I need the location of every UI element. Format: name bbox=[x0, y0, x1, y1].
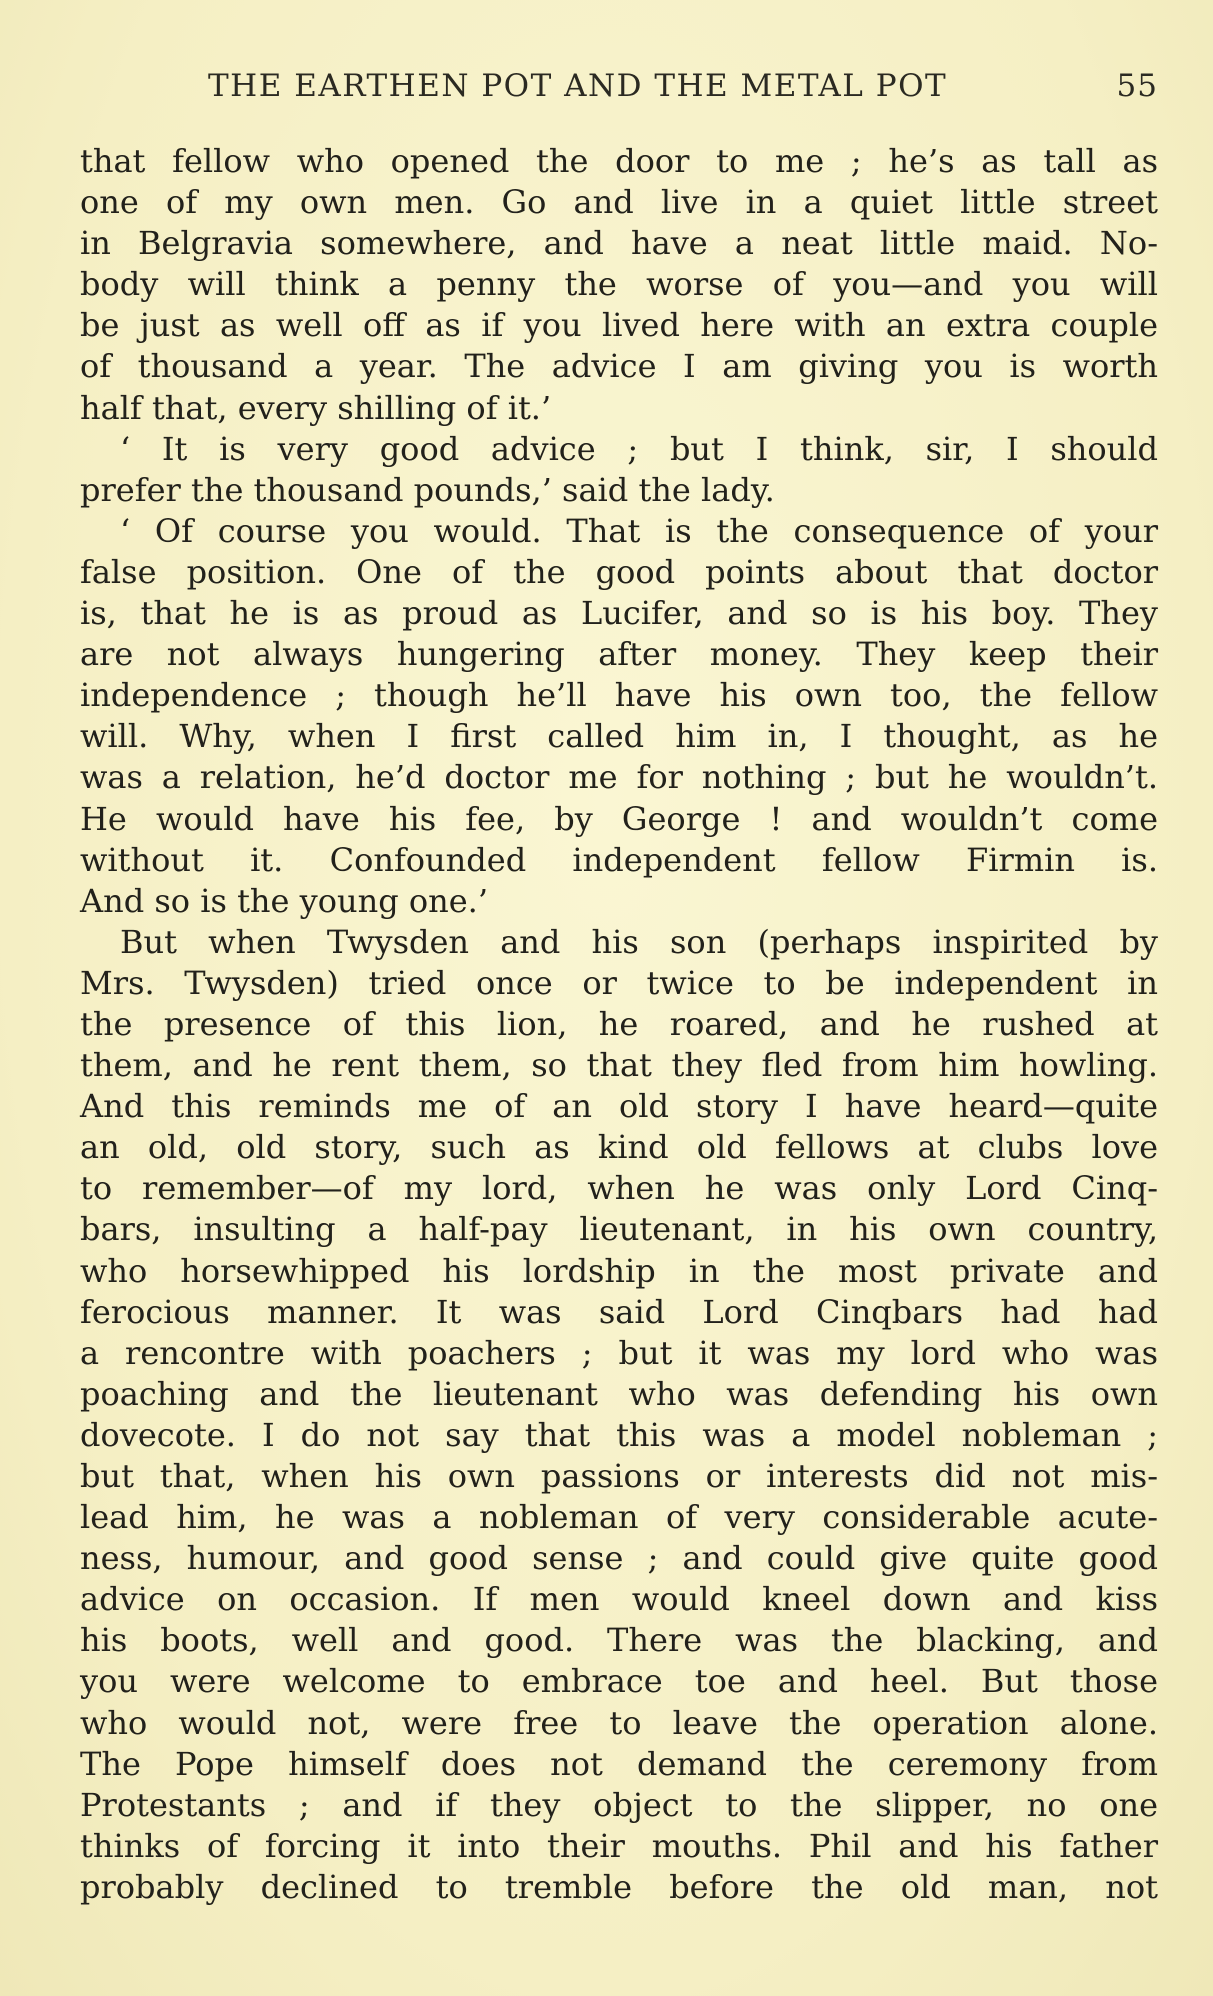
text-line: independence ; though he’ll have his own too, the fellow bbox=[80, 676, 1158, 715]
running-head-title: THE EARTHEN POT AND THE METAL POT bbox=[208, 68, 948, 104]
text-line: them, and he rent them, so that they fled from him howling. bbox=[80, 1046, 1158, 1085]
text-line: but that, when his own passions or interests did not mis- bbox=[80, 1457, 1158, 1495]
text-line: dovecote. I do not say that this was a model nobleman ; bbox=[80, 1415, 1158, 1454]
text-line: of thousand a year. The advice I am giving you is worth bbox=[80, 347, 1158, 386]
text-line: Protestants ; and if they object to the slipper, no one bbox=[80, 1785, 1158, 1824]
paragraph bbox=[80, 511, 1158, 922]
text-line: probably declined to tremble before the old man, not bbox=[80, 1867, 1158, 1906]
text-line: who horsewhipped his lordship in the most private and bbox=[80, 1251, 1158, 1290]
text-line: half that, every shilling of it.’ bbox=[80, 388, 552, 427]
text-line: body will think a penny the worse of you—and you will bbox=[80, 265, 1158, 304]
text-line: in Belgravia somewhere, and have a neat little maid. No- bbox=[80, 224, 1158, 263]
paragraph bbox=[80, 429, 1158, 511]
page-number: 55 bbox=[1116, 68, 1158, 104]
text-line: you were welcome to embrace toe and heel. But those bbox=[80, 1662, 1158, 1701]
running-head bbox=[80, 68, 1158, 112]
text-line: lead him, he was a nobleman of very considerable acute- bbox=[80, 1498, 1158, 1537]
text-line: to remember—of my lord, when he was only Lord Cinq- bbox=[80, 1169, 1158, 1208]
text-line: the presence of this lion, he roared, and he rushed at bbox=[80, 1004, 1158, 1043]
text-line: Mrs. Twysden) tried once or twice to be independent in bbox=[80, 963, 1158, 1002]
body-text bbox=[80, 141, 1158, 1908]
text-line: But when Twysden and his son (perhaps inspirited by bbox=[120, 922, 1158, 961]
text-line: prefer the thousand pounds,’ said the lady. bbox=[80, 470, 775, 509]
text-line: bars, insulting a half-pay lieutenant, in his own country, bbox=[80, 1210, 1158, 1249]
text-line: his boots, well and good. There was the blacking, and bbox=[80, 1621, 1158, 1660]
text-line: that fellow who opened the door to me ; he’s as tall as bbox=[80, 142, 1158, 180]
text-line: The Pope himself does not demand the ceremony from bbox=[80, 1744, 1158, 1783]
text-line: one of my own men. Go and live in a quiet little street bbox=[80, 183, 1158, 222]
text-line: ‘ Of course you would. That is the consequence of your bbox=[120, 511, 1158, 550]
text-line: poaching and the lieutenant who was defending his own bbox=[80, 1374, 1158, 1413]
text-line: is, that he is as proud as Lucifer, and so is his boy. They bbox=[80, 594, 1158, 633]
paragraph bbox=[80, 141, 1158, 429]
text-line: a rencontre with poachers ; but it was my lord who was bbox=[80, 1333, 1158, 1372]
text-line: who would not, were free to leave the operation alone. bbox=[80, 1703, 1158, 1742]
text-line: ferocious manner. It was said Lord Cinqbars had had bbox=[80, 1292, 1158, 1331]
text-line: advice on occasion. If men would kneel down and kiss bbox=[80, 1580, 1158, 1619]
text-line: thinks of forcing it into their mouths. Phil and his father bbox=[80, 1826, 1158, 1865]
text-line: ness, humour, and good sense ; and could give quite good bbox=[80, 1539, 1158, 1578]
text-line: an old, old story, such as kind old fellows at clubs love bbox=[80, 1128, 1158, 1167]
text-line: without it. Confounded independent fellow Firmin is. bbox=[80, 840, 1158, 879]
text-line: He would have his fee, by George ! and wouldn’t come bbox=[80, 799, 1158, 838]
text-line: was a relation, he’d doctor me for nothing ; but he wouldn’t. bbox=[80, 758, 1158, 797]
text-line: be just as well off as if you lived here with an extra couple bbox=[80, 306, 1158, 345]
text-line: are not always hungering after money. They keep their bbox=[80, 635, 1158, 674]
text-line: will. Why, when I first called him in, I thought, as he bbox=[80, 717, 1158, 756]
text-line: And so is the young one.’ bbox=[80, 881, 489, 920]
paragraph bbox=[80, 922, 1158, 1908]
text-line: ‘ It is very good advice ; but I think, sir, I should bbox=[120, 429, 1158, 468]
text-line: false position. One of the good points about that doctor bbox=[80, 552, 1158, 591]
text-line: And this reminds me of an old story I have heard—quite bbox=[80, 1087, 1158, 1126]
